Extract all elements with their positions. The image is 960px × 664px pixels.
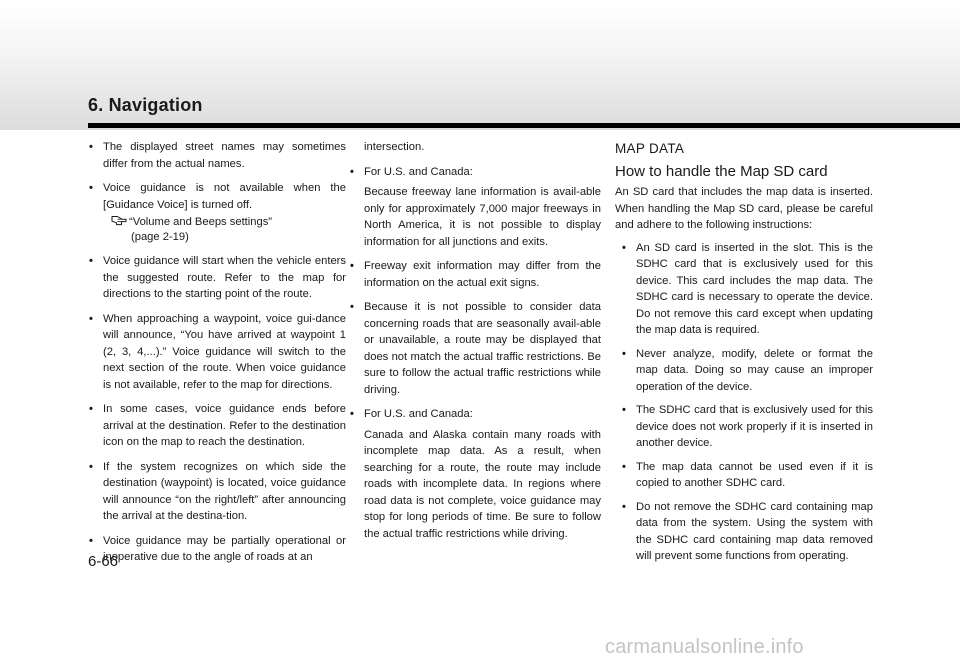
- list-item: [349, 258, 601, 291]
- list-item-continuation: [349, 139, 601, 156]
- bullet-mark: •: [350, 408, 354, 420]
- chapter-title: 6. Navigation: [88, 95, 203, 115]
- watermark-link[interactable]: carmanualsonline.info: [605, 636, 804, 658]
- bullet-mark: •: [622, 347, 626, 360]
- bullet-mark: •: [89, 182, 93, 194]
- bullet-mark: •: [89, 141, 93, 153]
- intro-paragraph: An SD card that includes the map data is inserted. When handling the Map SD card, please be careful and adhere to the following instructions:: [615, 186, 873, 231]
- bullet-mark: •: [89, 534, 93, 547]
- bullet-mark: •: [350, 260, 354, 272]
- column-1-bullet-list: [88, 139, 346, 566]
- list-item: [88, 253, 346, 303]
- column-1: [88, 139, 346, 574]
- list-item-text: Voice guidance will start when the vehicle enters the suggested route. Refer to the map for directions to the starting point of the route.: [103, 255, 346, 300]
- bullet-mark: •: [89, 403, 93, 415]
- column-2-bullet-list: [349, 139, 601, 542]
- list-item-text: An SD card is inserted in the slot. This is the SDHC card that is exclusively used for this device. This card includes the map data. The SDHC card is necessary to operate the device. Do not remove this card except when updating the map data is required.: [636, 241, 873, 336]
- continuation-text: intersection.: [364, 141, 425, 153]
- list-item-text: Never analyze, modify, delete or format the map data. Doing so may cause an improper operation of the device.: [636, 347, 873, 393]
- list-item: [621, 402, 873, 452]
- page-number: 6-66: [88, 553, 119, 570]
- list-item: [88, 533, 346, 566]
- list-item: [621, 459, 873, 492]
- list-item-text: Voice guidance may be partially operational or inoperative due to the angle of roads at an: [103, 534, 346, 563]
- list-item: [88, 311, 346, 394]
- bullet-mark: •: [622, 460, 626, 473]
- column-3-bullet-list: [615, 240, 873, 565]
- bullet-mark: •: [622, 500, 626, 513]
- cross-reference-title: “Volume and Beeps settings”: [129, 216, 273, 228]
- list-item-text: The SDHC card that is exclusively used for this device does not work properly if it is inserted in another device.: [636, 404, 873, 449]
- list-item: [349, 299, 601, 398]
- cross-reference-page: (page 2-19): [131, 231, 189, 243]
- list-item: [621, 499, 873, 565]
- list-item: [88, 401, 346, 451]
- list-item-text: Because freeway lane information is avail-able only for approximately 7,000 major freeways in North America, it is not possible to display information for all junctions and exits.: [364, 186, 601, 248]
- list-item-text: Canada and Alaska contain many roads with incomplete map data. As a result, when searching for a route, the route may include roads with incomplete data. In regions where road data is not complete, voice guidance may stop for long periods of time. Be sure to follow the actual traffic restrictions while driving.: [364, 428, 601, 540]
- header-rule: [88, 123, 960, 128]
- list-item: [349, 164, 601, 251]
- list-item: [349, 406, 601, 542]
- list-item: [621, 240, 873, 339]
- subsection-title: How to handle the Map SD card: [615, 162, 828, 180]
- list-item-text: Freeway exit information may differ from the information on the actual exit signs.: [364, 260, 601, 289]
- column-2: [349, 139, 601, 550]
- list-item-text: Voice guidance is not available when the [Guidance Voice] is turned off.: [103, 182, 346, 211]
- list-item: [88, 459, 346, 525]
- list-item-text: Because it is not possible to consider data concerning roads that are seasonally avail-able or unavailable, a route may be displayed that does not match the actual traffic restrictions. Be sure to follow the actual traffic restrictions while driving.: [364, 301, 601, 396]
- cross-reference[interactable]: [103, 215, 346, 245]
- list-item-text: The displayed street names may sometimes differ from the actual names.: [103, 141, 346, 170]
- column-3: [615, 141, 873, 572]
- list-item-lead: For U.S. and Canada:: [364, 165, 473, 178]
- bullet-mark: •: [89, 312, 93, 325]
- bullet-mark: •: [622, 241, 626, 254]
- list-item-text: When approaching a waypoint, voice gui-dance will announce, “You have arrived at waypoint 1 (2, 3, 4,...).” Voice guidance will switch to the next section of the route. When voice guidance is not available, refer to the map for directions.: [103, 312, 346, 391]
- list-item-text: In some cases, voice guidance ends before arrival at the destination. Refer to the destination icon on the map to reach the destination.: [103, 403, 346, 448]
- list-item-lead: For U.S. and Canada:: [364, 408, 473, 420]
- bullet-mark: •: [89, 255, 93, 267]
- list-item-text: Do not remove the SDHC card containing map data from the system. Using the system with the SDHC card containing map data removed will prevent some functions from operating.: [636, 500, 873, 562]
- list-item: [88, 139, 346, 172]
- list-item-text: The map data cannot be used even if it is copied to another SDHC card.: [636, 460, 873, 489]
- list-item: [621, 346, 873, 396]
- bullet-mark: •: [89, 460, 93, 473]
- bullet-mark: •: [350, 165, 354, 178]
- bullet-mark: •: [350, 301, 354, 313]
- reference-pointer-icon: [111, 215, 127, 226]
- section-title: MAP DATA: [615, 141, 685, 156]
- bullet-mark: •: [622, 404, 626, 416]
- list-item: [88, 180, 346, 245]
- list-item-text: If the system recognizes on which side the destination (waypoint) is located, voice guidance will announce “on the right/left” after announcing the arrival at the destina-tion.: [103, 460, 346, 522]
